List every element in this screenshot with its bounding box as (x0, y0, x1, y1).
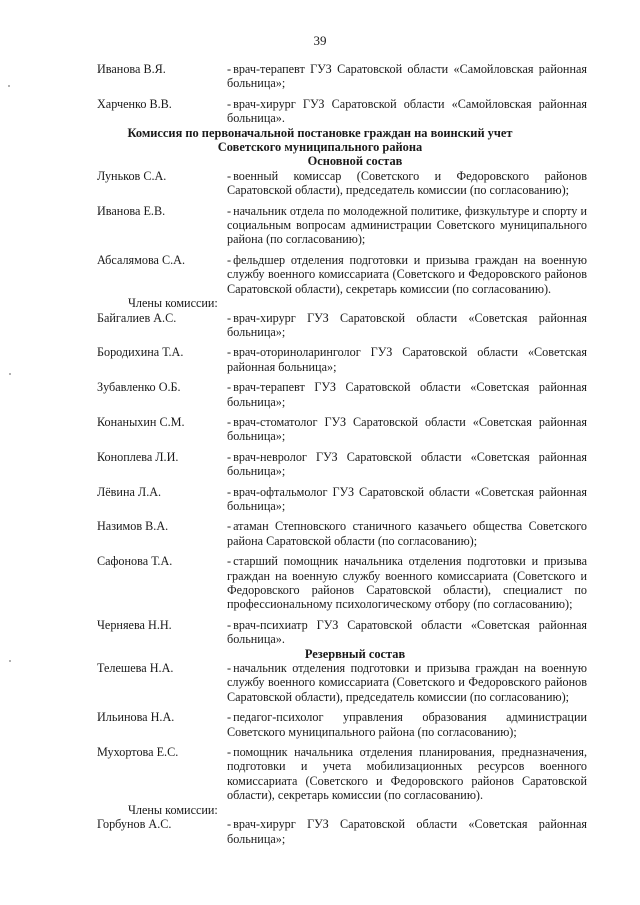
member-position (227, 62, 587, 91)
member-position (227, 485, 587, 514)
dash-separator: - (227, 617, 232, 632)
member-name: Назимов В.А. (97, 519, 169, 534)
member-name: Иванова Е.В. (97, 203, 166, 218)
member-name: Конаныхин С.М. (97, 414, 185, 429)
member-name: Горбунов А.С. (97, 817, 172, 832)
member-position-text: врач-невролог ГУЗ Саратовской области «Советская районная больница»; (227, 449, 587, 479)
member-entry (97, 554, 587, 612)
dash-separator: - (227, 661, 232, 676)
member-entry (97, 450, 587, 479)
member-position (227, 450, 587, 479)
member-position-text: врач-офтальмолог ГУЗ Саратовской области «Советская районная больница»; (227, 484, 587, 513)
member-name: Ильинова Н.А. (97, 710, 175, 725)
member-position-text: врач-оториноларинголог ГУЗ Саратовской области «Советская районная больница»; (227, 345, 587, 374)
member-entry (97, 745, 587, 803)
member-entry (97, 311, 587, 340)
member-position-text: фельдшер отделения подготовки и призыва граждан на военную службу военного комиссариата (Советского и Федоровского районов Саратовской области), секретарь комиссии (по согласованию). (227, 252, 587, 296)
member-entry (97, 97, 587, 126)
member-entry (97, 253, 587, 296)
member-position (227, 554, 587, 612)
member-position (227, 345, 587, 374)
member-position-text: педагог-психолог управления образования администрации Советского муниципального района (по согласованию); (227, 710, 587, 739)
member-entry (97, 204, 587, 247)
member-position (227, 253, 587, 296)
document-body (0, 62, 640, 846)
member-position-text: старший помощник начальника отделения подготовки и призыва граждан на военную службу военного комиссариата (Советского и Федоровского районов Саратовской области), специалист по профессиональному психологическому отбору (по согласованию); (227, 554, 587, 612)
member-entry (97, 345, 587, 374)
member-position-text: врач-терапевт ГУЗ Саратовской области «Советская районная больница»; (227, 380, 587, 409)
member-entry (97, 618, 587, 647)
member-entry (97, 415, 587, 444)
members-label: Члены комиссии: (128, 802, 218, 817)
dash-separator: - (227, 554, 232, 569)
member-name: Лёвина Л.А. (97, 484, 162, 499)
member-name: Сафонова Т.А. (97, 554, 173, 569)
member-position (227, 519, 587, 548)
member-position (227, 710, 587, 739)
scan-mark (9, 373, 11, 375)
member-position-text: врач-стоматолог ГУЗ Саратовской области «Советская районная больница»; (227, 414, 587, 444)
member-position-text: военный комиссар (Советского и Федоровского районов Саратовской области), председатель комиссии (по согласованию); (227, 168, 587, 198)
member-name: Зубавленко О.Б. (97, 380, 181, 395)
member-entry (97, 661, 587, 704)
dash-separator: - (227, 710, 232, 725)
member-entry (97, 380, 587, 409)
page-number: 39 (313, 33, 327, 48)
member-name: Коноплева Л.И. (97, 449, 179, 464)
member-entry (97, 169, 587, 198)
member-position-text: врач-хирург ГУЗ Саратовской области «Советская районная больница»; (227, 310, 587, 339)
member-position-text: врач-хирург ГУЗ Саратовской области «Советская районная больница»; (227, 817, 587, 846)
dash-separator: - (227, 168, 232, 183)
member-name: Иванова В.Я. (97, 62, 166, 76)
member-position (227, 204, 587, 247)
member-name: Абсалямова С.А. (97, 252, 186, 267)
member-name: Мухортова Е.С. (97, 745, 179, 760)
section-heading: Резервный состав (304, 646, 406, 661)
member-position (227, 661, 587, 704)
section-heading: Основной состав (307, 154, 403, 169)
member-position (227, 817, 587, 846)
member-position-text: помощник начальника отделения планирования, предназначения, подготовки и учета мобилизационных ресурсов военного комиссариата (Советского и Федоровского районов Саратовской области), секретарь комиссии (по согласованию). (227, 745, 587, 803)
member-position-text: врач-психиатр ГУЗ Саратовской области «Советская районная больница». (227, 617, 587, 647)
member-entry (97, 62, 587, 91)
member-position (227, 415, 587, 444)
dash-separator: - (227, 745, 232, 760)
member-position-text: начальник отделения подготовки и призыва граждан на военную службу военного комиссариата (Советского и Федоровского районов Саратовской области), председатель комиссии (по согласованию); (227, 661, 587, 704)
member-name: Черняева Н.Н. (97, 617, 172, 632)
member-position-text: атаман Степновского станичного казачьего общества Советского района Саратовской области (по согласованию); (227, 519, 587, 548)
member-position-text: врач-терапевт ГУЗ Саратовской области «Самойловская районная больница»; (227, 62, 587, 91)
member-position (227, 380, 587, 409)
dash-separator: - (227, 310, 232, 325)
dash-separator: - (227, 203, 232, 218)
dash-separator: - (227, 96, 232, 111)
member-position-text: начальник отдела по молодежной политике, физкультуре и спорту и социальным вопросам администрации Советского муниципального района (по согласованию); (227, 203, 587, 247)
member-position (227, 97, 587, 126)
member-name: Луньков С.А. (97, 168, 167, 183)
members-label: Члены комиссии: (128, 296, 218, 311)
member-entry (97, 710, 587, 739)
dash-separator: - (227, 345, 232, 360)
dash-separator: - (227, 414, 232, 429)
dash-separator: - (227, 484, 232, 499)
dash-separator: - (227, 817, 232, 832)
member-name: Бородихина Т.А. (97, 345, 184, 360)
scan-mark (8, 85, 10, 87)
dash-separator: - (227, 62, 232, 76)
member-position (227, 169, 587, 198)
member-name: Байгалиев А.С. (97, 310, 177, 325)
member-entry (97, 817, 587, 846)
scan-mark (9, 660, 11, 662)
dash-separator: - (227, 449, 232, 464)
member-name: Телешева Н.А. (97, 661, 174, 676)
member-position (227, 618, 587, 647)
member-name: Харченко В.В. (97, 96, 172, 111)
member-position (227, 745, 587, 803)
dash-separator: - (227, 519, 232, 534)
member-position-text: врач-хирург ГУЗ Саратовской области «Самойловская районная больница». (227, 96, 587, 126)
dash-separator: - (227, 252, 232, 267)
commission-heading: Комиссия по первоначальной постановке граждан на воинский учет (127, 125, 513, 140)
dash-separator: - (227, 380, 232, 395)
member-entry (97, 519, 587, 548)
member-entry (97, 485, 587, 514)
commission-heading: Советского муниципального района (217, 140, 423, 155)
member-position (227, 311, 587, 340)
